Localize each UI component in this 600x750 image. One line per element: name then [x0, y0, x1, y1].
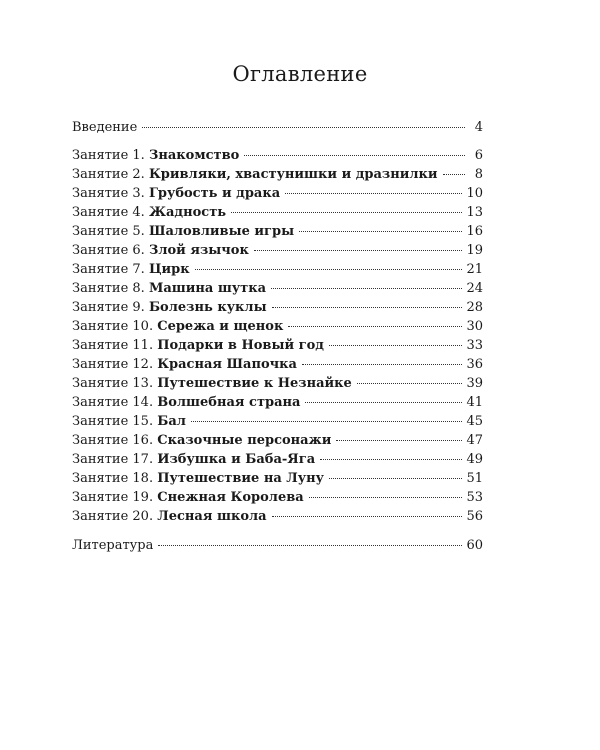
lesson-number: Занятие 11. [72, 338, 154, 353]
toc-entry-label: Литература [72, 538, 154, 553]
lesson-title: Путешествие к Незнайке [157, 376, 352, 391]
dot-leader [191, 421, 463, 422]
lesson-number: Занятие 16. [72, 433, 154, 448]
table-of-contents [72, 118, 483, 555]
toc-entry-lesson[interactable] [72, 165, 483, 184]
toc-entry-label [72, 393, 300, 412]
lessons-list [72, 146, 483, 526]
toc-entry-lesson[interactable] [72, 222, 483, 241]
dot-leader [272, 516, 463, 517]
lesson-title: Красная Шапочка [157, 357, 297, 372]
toc-page-number: 8 [474, 167, 483, 182]
toc-entry-label [72, 431, 331, 450]
toc-page-number: 21 [466, 262, 483, 277]
dot-leader [285, 193, 462, 194]
lesson-number: Занятие 2. [72, 167, 145, 182]
toc-entry-label [72, 336, 324, 355]
lesson-number: Занятие 18. [72, 471, 154, 486]
toc-entry-lesson[interactable] [72, 184, 483, 203]
dot-leader [309, 497, 463, 498]
toc-page-number: 56 [466, 509, 483, 524]
dot-leader [272, 307, 463, 308]
lesson-title: Машина шутка [148, 281, 267, 296]
toc-entry-literature[interactable] [72, 536, 483, 555]
lesson-title: Снежная Королева [157, 490, 304, 505]
toc-page-number: 6 [474, 148, 483, 163]
toc-page-number: 47 [466, 433, 483, 448]
toc-entry-label [72, 469, 324, 488]
toc-page-number: 53 [466, 490, 483, 505]
dot-leader [329, 478, 463, 479]
toc-entry-lesson[interactable] [72, 450, 483, 469]
toc-entry-lesson[interactable] [72, 488, 483, 507]
toc-page-number: 33 [466, 338, 483, 353]
toc-entry-lesson[interactable] [72, 146, 483, 165]
toc-page-number: 28 [466, 300, 483, 315]
toc-entry-lesson[interactable] [72, 412, 483, 431]
toc-entry-label [72, 412, 186, 431]
dot-leader [254, 250, 463, 251]
toc-entry-label [72, 146, 239, 165]
toc-entry-label [72, 374, 352, 393]
dot-leader [231, 212, 462, 213]
toc-page-number: 36 [466, 357, 483, 372]
toc-entry-lesson[interactable] [72, 241, 483, 260]
toc-page-number: 13 [466, 205, 483, 220]
toc-page-number: 45 [466, 414, 483, 429]
toc-entry-lesson[interactable] [72, 374, 483, 393]
dot-leader [195, 269, 463, 270]
toc-page-number: 24 [466, 281, 483, 296]
lesson-number: Занятие 5. [72, 224, 145, 239]
lesson-number: Занятие 1. [72, 148, 145, 163]
lesson-number: Занятие 14. [72, 395, 154, 410]
toc-page-number: 16 [466, 224, 483, 239]
toc-page-number: 4 [474, 120, 483, 135]
toc-entry-label: Введение [72, 120, 138, 135]
dot-leader [244, 155, 465, 156]
lesson-number: Занятие 15. [72, 414, 154, 429]
lesson-title: Злой язычок [148, 243, 249, 258]
lesson-number: Занятие 17. [72, 452, 154, 467]
lesson-title: Сказочные персонажи [157, 433, 332, 448]
dot-leader [271, 288, 462, 289]
toc-entry-lesson[interactable] [72, 355, 483, 374]
toc-page-number: 51 [466, 471, 483, 486]
lesson-title: Кривляки, хвастунишки и дразнилки [148, 167, 438, 182]
toc-page-number: 60 [466, 538, 483, 553]
lesson-title: Путешествие на Луну [157, 471, 324, 486]
lesson-number: Занятие 3. [72, 186, 145, 201]
dot-leader [288, 326, 462, 327]
dot-leader [329, 345, 463, 346]
toc-entry-label [72, 260, 190, 279]
toc-entry-label [72, 488, 304, 507]
lesson-title: Цирк [148, 262, 190, 277]
dot-leader [305, 402, 462, 403]
toc-entry-label [72, 355, 297, 374]
dot-leader [299, 231, 462, 232]
page-title: Оглавление [232, 62, 368, 86]
lesson-title: Подарки в Новый год [157, 338, 324, 353]
lesson-title: Знакомство [148, 148, 240, 163]
toc-entry-label [72, 298, 267, 317]
toc-entry-label [72, 279, 266, 298]
toc-page-number: 49 [466, 452, 483, 467]
toc-entry-lesson[interactable] [72, 336, 483, 355]
toc-entry-label [72, 507, 267, 526]
lesson-number: Занятие 4. [72, 205, 145, 220]
toc-entry-lesson[interactable] [72, 317, 483, 336]
toc-entry-lesson[interactable] [72, 469, 483, 488]
toc-entry-lesson[interactable] [72, 393, 483, 412]
dot-leader [443, 174, 465, 175]
toc-page-number: 41 [466, 395, 483, 410]
dot-leader [158, 545, 462, 546]
lesson-title: Шаловливые игры [148, 224, 295, 239]
lesson-number: Занятие 6. [72, 243, 145, 258]
lesson-number: Занятие 7. [72, 262, 145, 277]
toc-entry-lesson[interactable] [72, 298, 483, 317]
toc-entry-lesson[interactable] [72, 203, 483, 222]
dot-leader [336, 440, 462, 441]
lesson-number: Занятие 10. [72, 319, 154, 334]
lesson-title: Грубость и драка [148, 186, 281, 201]
lesson-number: Занятие 13. [72, 376, 154, 391]
lesson-title: Лесная школа [157, 509, 267, 524]
dot-leader [302, 364, 462, 365]
toc-entry-label [72, 450, 315, 469]
spacer [72, 526, 483, 536]
toc-entry-label [72, 203, 226, 222]
lesson-number: Занятие 8. [72, 281, 145, 296]
toc-page-number: 19 [466, 243, 483, 258]
lesson-title: Избушка и Баба-Яга [157, 452, 316, 467]
toc-entry-lesson[interactable] [72, 507, 483, 526]
toc-page-number: 10 [466, 186, 483, 201]
dot-leader [142, 127, 465, 128]
toc-entry-label [72, 241, 249, 260]
toc-entry-lesson[interactable] [72, 260, 483, 279]
toc-entry-label [72, 317, 283, 336]
lesson-title: Болезнь куклы [148, 300, 267, 315]
toc-entry-label [72, 222, 294, 241]
lesson-title: Бал [157, 414, 186, 429]
dot-leader [320, 459, 462, 460]
lesson-number: Занятие 19. [72, 490, 154, 505]
spacer [72, 137, 483, 146]
toc-entry-lesson[interactable] [72, 431, 483, 450]
toc-page-number: 30 [466, 319, 483, 334]
toc-entry-lesson[interactable] [72, 279, 483, 298]
toc-entry-label [72, 165, 438, 184]
dot-leader [357, 383, 463, 384]
lesson-number: Занятие 20. [72, 509, 154, 524]
lesson-title: Жадность [148, 205, 227, 220]
toc-entry-intro[interactable] [72, 118, 483, 137]
toc-entry-label [72, 184, 280, 203]
lesson-title: Волшебная страна [157, 395, 301, 410]
lesson-number: Занятие 9. [72, 300, 145, 315]
lesson-number: Занятие 12. [72, 357, 154, 372]
toc-page-number: 39 [466, 376, 483, 391]
lesson-title: Сережа и щенок [157, 319, 284, 334]
